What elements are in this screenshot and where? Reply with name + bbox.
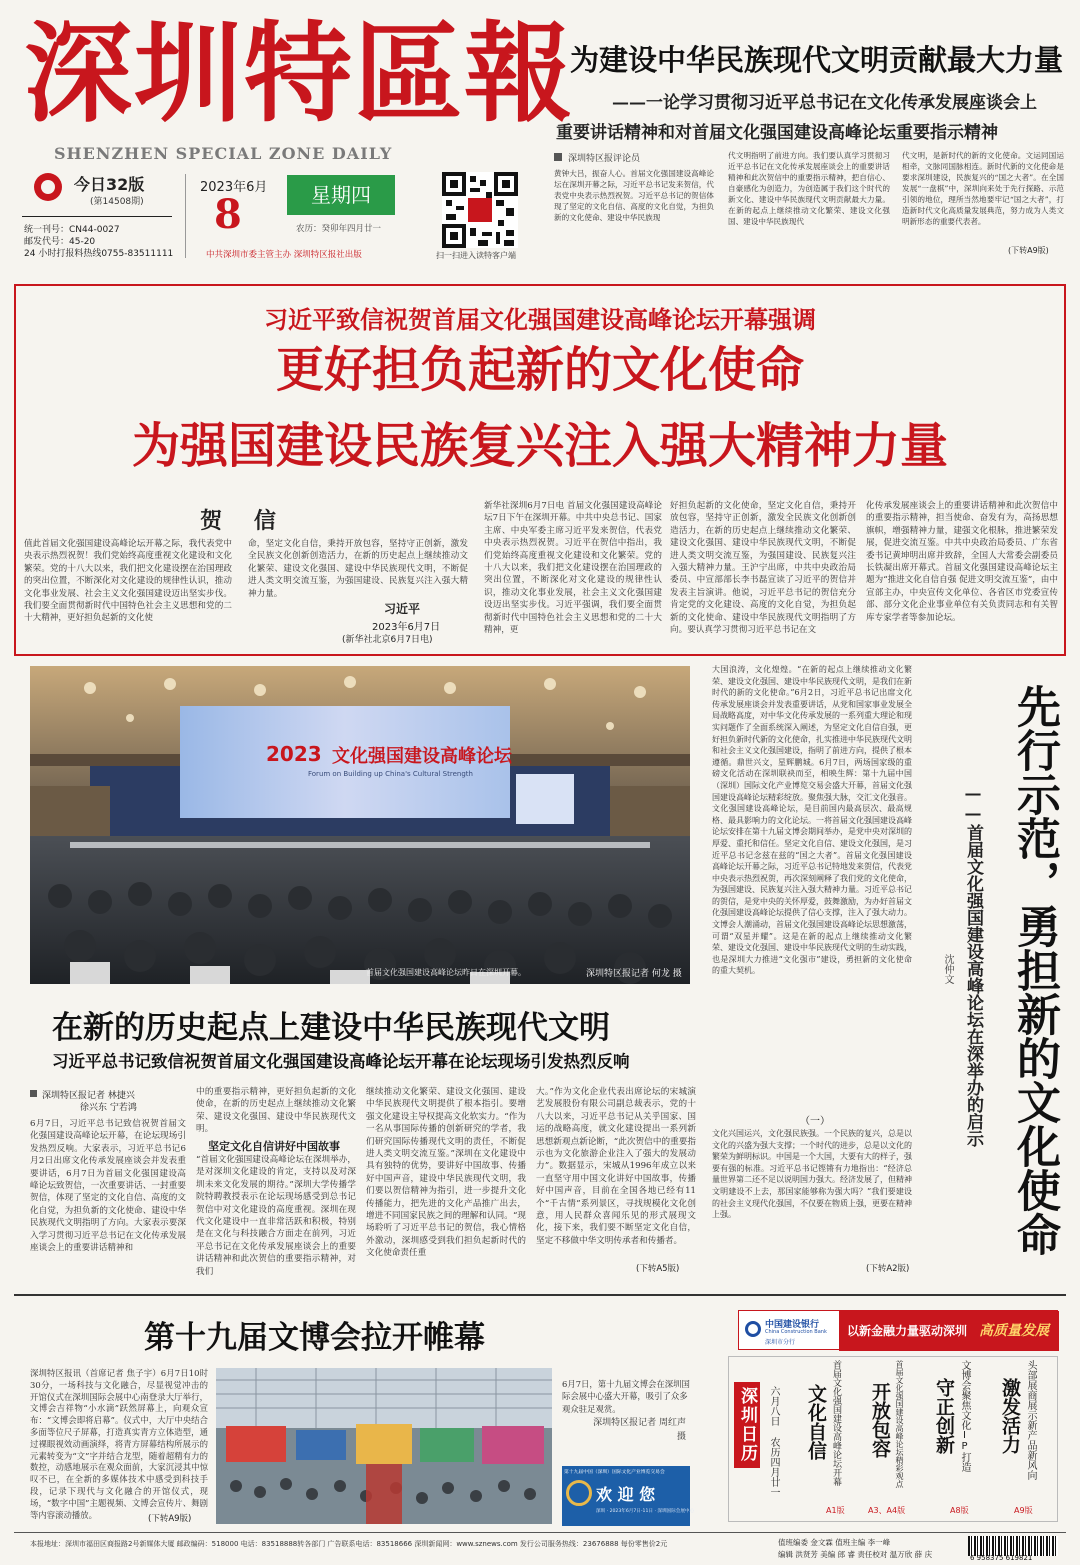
index-sub-2: 文博会聚焦文化IP打造 [959,1360,970,1472]
expo-banner-text: 第十九届中国（深圳）国际文化产业博览交易会 [564,1470,665,1475]
footer-editors: 值班编委 金文霖 值班主编 李一峰 [778,1538,891,1547]
index-page-2[interactable]: A8版 [950,1506,969,1515]
expo-caption: 6月7日，第十九届文博会在深圳国际会展中心盛大开幕，吸引了众多观众驻足观赏。 [562,1379,690,1414]
index-sub-1: 头部展商展示新产品新风向 [1025,1360,1036,1480]
bank-name-en: China Construction Bank [765,1329,827,1335]
feature-col-2b: “首届文化强国建设高峰论坛在深圳举办，是对深圳文化建设的肯定，支持以及对深圳未来文化发展的期待。”深圳大学传播学院特聘教授表示在论坛现场感受到总书记贺信中对文化建设的高度重视。深圳在现代文化建设中一直非常活跃和积极，特别是在文化与科技融合方面走在前列，习近平总书记在文化传承发展座谈会上的重要讲话精神和此次贺信的重要指示精神，对我们 [196,1155,356,1277]
cn-number: 统一刊号：CN44-0027 [24,225,120,235]
commentary-subhead-2: 重要讲话精神和对首届文化强国建设高峰论坛重要指示精神 [556,123,998,143]
date-year-month: 2023年6月 [200,180,268,195]
bank-slogan: 以新金融力量驱动深圳 [847,1324,968,1338]
lead-kicker: 习近平致信祝贺首届文化强国建设高峰论坛开幕强调 [264,305,816,334]
expo-photo[interactable] [216,1368,552,1524]
letter-sign-date: 2023年6月7日 [372,622,441,633]
section-divider-bottom [14,1294,1066,1296]
expo-credit-1: 深圳特区报记者 周红声 摄 [593,1418,686,1442]
feature-byline-2: 徐兴东 宁若鸿 [80,1103,137,1113]
letter-signature: 习近平 [384,602,421,616]
lunar-date: 农历：癸卯年四月廿一 [296,224,382,234]
expo-continued[interactable]: (下转A9版) [148,1514,192,1524]
screen-subtitle: Forum on Building up China's Cultural Strength [308,770,473,778]
feature-byline-1: 深圳特区报记者 林捷兴 [42,1091,135,1101]
expo-headline[interactable]: 第十九届文博会拉开帷幕 [144,1320,485,1356]
bank-logo-icon [745,1321,761,1337]
hotline: 24 小时打报料热线0755-83511111 [24,249,174,259]
screen-year: 2023 [266,742,322,766]
bank-branch: 深圳市分行 [765,1339,796,1346]
calendar-title: 深圳日历 [734,1382,760,1468]
feature-continued[interactable]: (下转A5版) [636,1264,680,1274]
date-divider [185,174,186,258]
expo-welcome-sub: 深圳 · 2023年6月7日-11日 · 深圳国际会展中心 [596,1509,695,1514]
commentary-col-2: 代文明指明了前进方向。我们要认真学习贯彻习近平总书记在文化传承发展座谈会上的重要讲话精神和此次贺信中的重要指示精神，把自信心、自豪感化为创造力，为创造属于我们这个时代的新文化、建设中华民族现代文明贡献最大力量。在新的起点上继续推动文化繁荣、建设文化强国、建设中华民族现代 [728,151,890,226]
post-code: 邮发代号：45-20 [24,237,96,247]
right-feature-body-2: 文化兴国运兴，文化强民族强。一个民族的复兴，总是以文化的兴盛为强大支撑；一个时代的进步，总是以文化的繁荣为鲜明标识。中国是一个大国，大要有大的样子，强要有强的标准。习近平总书记铿锵有力地指出：“经济总量世界第二还不足以说明国力强大。经济发展了，但精神文明建设不上去，那国家能够称为强大吗？”我们要建设的社会主义现代化强国，不仅要在物质上强，更要在精神上强。 [712,1129,912,1220]
expo-photo-illustration [216,1368,552,1524]
footer-address: 本报地址：深圳市福田区商报路2号新媒体大厦 邮政编码：518000 电话：83518888转各部门 广告联系电话：83518666 深圳新闻网：www.sznews.com 发行公司服务热线：23676888 每份零售价2元 [30,1540,668,1548]
newspaper-logo-inner-icon [41,180,55,194]
lead-news-col-1: 新华社深圳6月7日电 首届文化强国建设高峰论坛7日下午在深圳开幕。中共中央总书记、国家主席、中央军委主席习近平发来贺信，代表党中央表示热烈祝贺。习近平在贺信中指出，我们党始终高度重视文化建设和文化繁荣。党的十八大以来，我们把文化建设摆在治国理政的突出位置，不断深化对文化建设的规律性认识，推动文化事业发展，社会主义文化强国建设迈出坚实步伐。习近平强调，我们要全面贯彻新时代中国特色社会主义思想和党的二十大精神，更 [484,501,662,636]
masthead-divider [22,216,172,217]
commentary-col-3: 代文明，是新时代的新的文化使命。文运同国运相牵，文脉同国脉相连。新时代新的文化使命是要求深圳建设，民族复兴的“国之大者”。在全国发展“一盘棋”中，深圳向来处于先行探路、示范引领的地位，理所当然地要牢记“国之大者”，打造新时代文化高质量发展典范，努力成为人类文明新形态的重要代表者。 [902,151,1064,226]
letter-col-1: 值此首届文化强国建设高峰论坛开幕之际，我代表党中央表示热烈祝贺！我们党始终高度重视文化建设和文化繁荣。党的十八大以来，我们把文化建设摆在治国理政的突出位置，不断深化对文化建设的规律性认识，推动文化事业发展、社会主义文化强国建设迈出坚实步伐。我们要全面贯彻新时代中国特色社会主义思想和党的二十大精神，更好担负起新的文化使 [24,539,232,624]
commentary-author-marker [554,153,562,161]
photo-caption: 首届文化强国建设高峰论坛昨日在深圳开幕。 [366,968,526,977]
index-title-3[interactable]: 开放包容 [869,1382,891,1458]
commentary-headline[interactable]: 为建设中华民族现代文明贡献最大力量 [570,43,1064,77]
expo-body: 深圳特区报讯（首席记者 焦子宇）6月7日10时30分，一场科技与文化融合，尽显视觉冲击的开馆仪式在深圳国际会展中心南登录大厅举行，文博会吉祥物“小水滴”跃然屏幕上，向观众宣布：“文博会即将启幕”。仪式中，大厅中央结合多面等位尺子屏幕，打造真实青方立体造型，通过裸眼视效动画演绎，将青方屏幕结构所展示的元素转变为“文”字并结合龙型，随着超精有力的数控，动感地展示在观众面前，大家沉浸其中惊叹不已，在全新的多媒体技术中感受到科技手段，记录下现代与文化融合的开馆仪式，现场，“数字中国”主题视频、文博会宣传片、舞剧等内容滚动播放。 [30,1368,208,1520]
pages-count: 今日32版 [74,175,145,194]
commentary-col-1: 黄钟大吕，振奋人心。首届文化强国建设高峰论坛在深圳开幕之际，习近平总书记发来贺信，代表党中央表示热烈祝贺。习近平总书记的贺信体现了坚定的文化自信、高度的文化自觉，为担负新的文化使命、建设中华民族现 [554,169,714,222]
feature-col-3: 继续推动文化繁荣、建设文化强国、建设中华民族现代文明提供了根本指引。要增强文化建设主导权提高文化软实力。“作为一名从事国际传播的创新研究的学者，我们研究国际传播现代文明的责任，不断促进人类文明交流互鉴。”深圳在文化建设中具有独特的优势，要讲好中国故事、传播好中国声音，建设中华民族现代文明，我们要以贺信精神为指引，进一步提升文化传播能力，把先进的文化产品推广出去，增进不同国家民族之间的理解和认同。“现场聆听了习近平总书记的贺信，我心情格外激动，深圳感受到我们担负起新时代的文化使命责任重 [366,1087,526,1259]
index-sub-3: 首届文化强国建设高峰论坛精彩观点 [895,1360,904,1488]
right-feature-author: 沈仲文 [942,954,953,984]
masthead-english: SHENZHEN SPECIAL ZONE DAILY [54,144,393,163]
index-title-1[interactable]: 激发活力 [999,1378,1021,1454]
right-feature-headline[interactable]: 先行示范，勇担新的文化使命 [1009,684,1060,1256]
qr-caption: 扫一扫进入读特客户端 [436,251,516,260]
forum-photo[interactable] [30,666,690,984]
bank-ad[interactable] [738,1310,1058,1350]
sponsor-line: 中共深圳市委主管主办 深圳特区报社出版 [206,250,362,260]
right-feature-continued[interactable]: (下转A2版) [866,1264,910,1274]
lead-headline-1[interactable]: 更好担负起新的文化使命 [275,342,804,398]
forum-photo-illustration [30,666,690,984]
bank-slogan-2: 高质量发展 [979,1323,1049,1339]
index-page-3[interactable]: A3、A4版 [868,1506,906,1515]
index-sub-4: 首届文化强国建设高峰论坛开幕 [831,1360,841,1486]
barcode-icon [968,1536,1058,1556]
expo-banner-logo-icon [566,1480,592,1506]
qr-code-icon[interactable] [442,172,518,248]
commentary-author: 深圳特区报评论员 [568,154,641,164]
letter-col-2: 命，坚定文化自信，秉持开放包容，坚持守正创新，激发全民族文化创新创造活力，在新的历史起点上继续推动文化繁荣、建设文化强国、建设中华民族现代文明，不断促进人类文明交流互鉴，为强国建设、民族复兴注入强大精神力量。 [248,539,468,599]
right-feature-subtitle: ——首届文化强国建设高峰论坛在深举办的启示 [963,784,983,1147]
lead-news-col-3: 化传承发展座谈会上的重要讲话精神和此次贺信中的重要指示精神，担当使命、奋发有为，高扬思想旗帜，增强精神力量，建强文化根脉，推进繁荣发展，促进交流互鉴。中共中央政治局委员、广东省委书记黄坤明出席并致辞，全国人大常委会副委员长铁凝出席开幕式。首届文化强国建设高峰论坛主题为“推进文化自信自强 促进文明交流互鉴”，由中宣部主办，中央宣传文化单位、各省区市党委宣传部、部分文化企业事业单位有关负责同志和有关智库专家学者等参加论坛。 [866,501,1058,623]
date-day: 8 [214,191,242,238]
commentary-subhead-1: ——一论学习贯彻习近平总书记在文化传承发展座谈会上 [612,93,1037,113]
letter-source: (新华社北京6月7日电) [342,635,433,645]
index-page-4[interactable]: A1版 [826,1506,845,1515]
feature-col-1: 6月7日，习近平总书记致信祝贺首届文化强国建设高峰论坛开幕，在论坛现场引发热烈反响。大家表示，习近平总书记6月2日出席文化传承发展座谈会并发表重要讲话，6月7日为首届文化强国建设高峰论坛致贺信，一次重要讲话、一封重要贺信，体现了坚定的文化自信、高度的文化自觉，为担负新的文化使命、建设中华民族现代文明指明了方向。大家表示要深入学习贯彻习近平总书记在文化传承发展座谈会上的重要讲话精神和 [30,1119,186,1254]
feature-headline[interactable]: 在新的历史起点上建设中华民族现代文明 [52,1010,610,1046]
right-feature-body-1: 大国浪涛，文化煌煌。“在新的起点上继续推动文化繁荣、建设文化强国、建设中华民族现代文明，是我们在新时代的新的文化使命。”6月2日，习近平总书记出席文化传承发展座谈会并发表重要讲话，从党和国家事业发展全局战略高度，对中华文化传承发展的一系列重大理论和现实问题作了全面系统深入阐述，为坚定文化自信自强，更好担负新时代新的文化使命，扎实推进中华民族现代文明和社会主义文化强国建设，指明了前进方向，提供了根本遵循。鼎世兴文，星辉鹏城。6月7日，两场国家级的重磅文化活动在深圳联袂而至，相映生辉：第十九届中国（深圳）国际文化产业博览交易会盛大开幕，首届文化强国建设高峰论坛精彩绽放。聚焦强大脉，交汇文化强音。文化强国建设高峰论坛，是目前国内最高层次、最高规格、最具影响力的文化论坛。一将首届文化强国建设高峰论坛安排在第十九届文博会期间举办，是党中央对深圳的厚爱、重托和信任。坚定文化自信、建设文化强国，是习近平总书记念兹在兹的“国之大者”。首届文化强国建设高峰论坛开幕之际，习近平总书记特地发来贺信，代表党中央表示热烈祝贺，再次深刻阐释了我们党的文化使命，为强国建设、民族复兴注入强大精神力量。习近平总书记的贺信，是党中央的关怀厚爱，鼓舞激励，为办好首届文化强国建设高峰论坛提供了信心支撑，注入了强大动力。文博会人潮涌动，首届文化强国建设高峰论坛思想激荡，可谓“双星并耀”。这是在新的起点上继续推动文化繁荣、建设文化强国、建设中华民族现代文明的生动实践，也是深圳大力推进“文化强市”建设，勇担新的文化使命的重大契机。 [712,665,912,976]
weekday-badge: 星期四 [287,175,395,215]
screen-title: 文化强国建设高峰论坛 [332,746,512,767]
footer-editors-2: 编辑 洪贤芳 美编 郎 睿 责任校对 温万欣 薛 庆 [778,1550,933,1559]
lead-headline-2[interactable]: 为强国建设民族复兴注入强大精神力量 [131,418,948,474]
issue-number: (第14508期) [90,197,144,207]
bank-name: 中国建设银行 [765,1320,820,1330]
feature-byline-marker [30,1090,37,1097]
index-page-1[interactable]: A9版 [1014,1506,1033,1515]
expo-welcome-text: 欢 迎 您 [596,1485,656,1504]
footer-divider [14,1532,1066,1533]
lead-news-col-2: 好担负起新的文化使命，坚定文化自信，秉持开放包容，坚持守正创新，激发全民族文化创新创造活力，在新的历史起点上继续推动文化繁荣、建设文化强国、建设中华民族现代文明，不断促进人类文明交流互鉴，为强国建设、民族复兴注入强大精神力量。王沪宁出席，中共中央政治局委员、中宣部部长李书磊宣读了习近平的贺信并发表主旨演讲。他说，习近平总书记的贺信充分肯定党的文化建设、高度的文化自觉，为担负起新的文化使命、建设中华民族现代文明指明了方向。要认真学习贯彻习近平总书记在文 [670,501,856,636]
barcode-number: 6 958375 619821 [970,1554,1033,1562]
calendar-date: 六月八日 农历四月廿一 [768,1386,779,1497]
masthead-title: 深圳特區報 [24,11,575,137]
photo-credit: 深圳特区报记者 何龙 摄 [586,969,682,979]
feature-col-4: 大。”作为文化企业代表出席论坛的宋城演艺发展股份有限公司副总裁表示，党的十八大以来，习近平总书记从关乎国家、国运的战略高度，就文化建设提出一系列新思想新观点新论断，“此次贺信中的重要指示也为文化旅游企业注入了强大的发展动力”。数据显示，宋城从1996年成立以来一直坚守用中国文化讲好中国故事，传播好中国声音，目前在全国各地已经有11个“千古情”系列景区，寻找规模化文化创意，用人民群众喜闻乐见的形式展现文化，接下来，我们要不断坚定文化自信，坚定不移做中华文明传承者和传播者。 [536,1087,696,1246]
feature-section-title: 坚定文化自信讲好中国故事 [208,1140,340,1153]
feature-col-2: 中的重要指示精神，更好担负起新的文化使命，在新的历史起点上继续推动文化繁荣、建设文化强国、建设中华民族现代文明。 [196,1087,356,1135]
index-title-2[interactable]: 守正创新 [933,1378,955,1454]
feature-subhead: 习近平总书记致信祝贺首届文化强国建设高峰论坛开幕在论坛现场引发热烈反响 [52,1052,630,1071]
expo-welcome-banner [562,1466,695,1526]
index-title-4[interactable]: 文化自信 [805,1384,827,1460]
right-feature-section: （一） [800,1116,830,1127]
letter-title: 贺 信 [200,508,288,534]
commentary-continued[interactable]: (下转A9版) [1008,246,1049,255]
